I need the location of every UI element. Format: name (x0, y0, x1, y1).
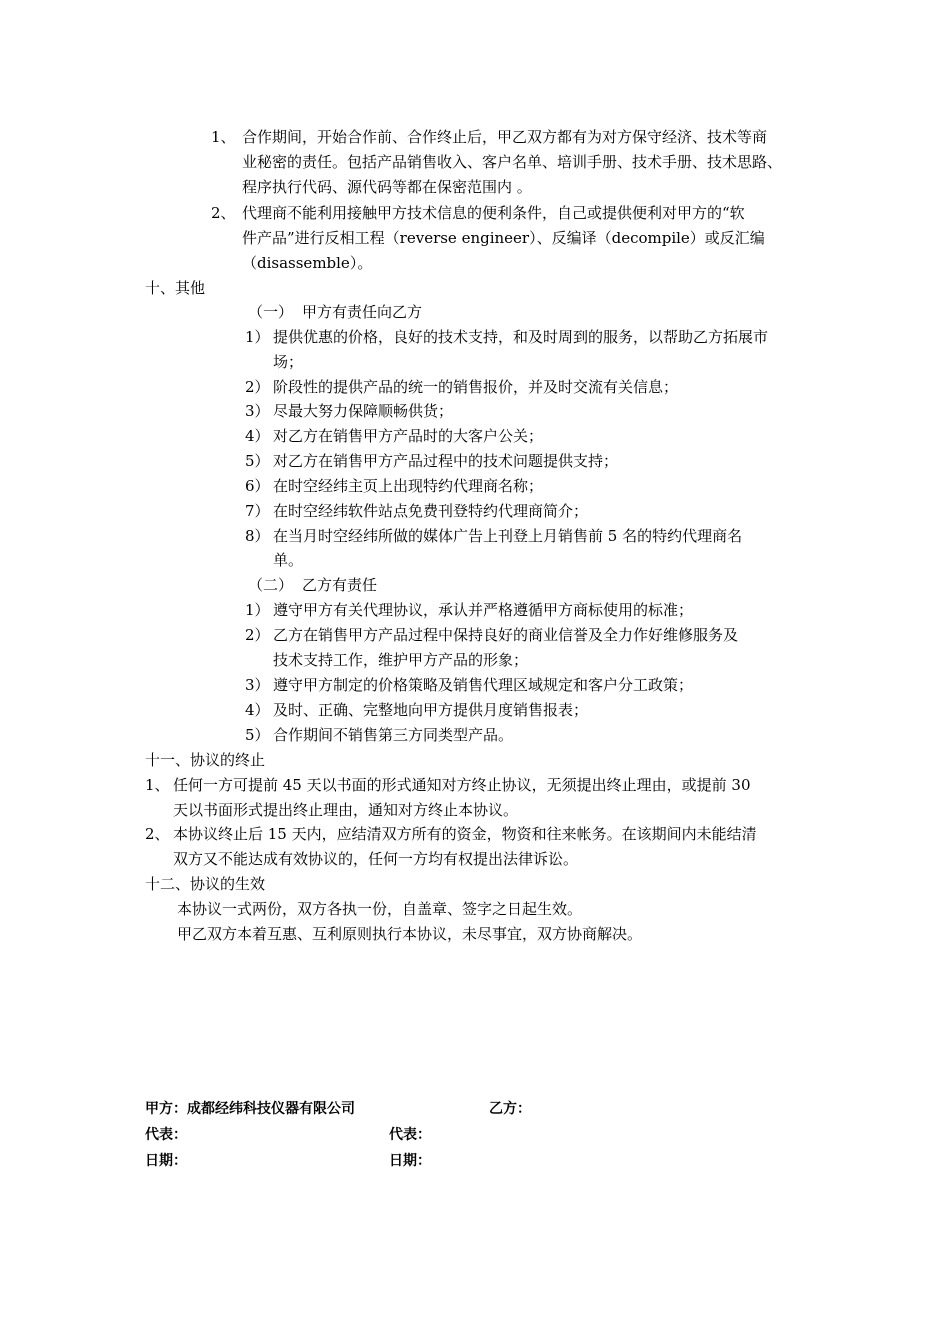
list-number: 3） (245, 676, 270, 694)
paragraph-line: 业秘密的责任。包括产品销售收入、客户名单、培训手册、技术手册、技术思路、 (242, 153, 783, 171)
paragraph-line: 程序执行代码、源代码等都在保密范围内 。 (242, 178, 532, 196)
paragraph-line: 在时空经纬软件站点免费刊登特约代理商简介； (273, 502, 589, 520)
paragraph-line: 乙方在销售甲方产品过程中保持良好的商业信誉及全力作好维修服务及 (273, 626, 739, 644)
paragraph-line: 合作期间，开始合作前、合作终止后，甲乙双方都有为对方保守经济、技术等商 (242, 128, 768, 146)
section-heading: 十二、协议的生效 (145, 875, 266, 893)
paragraph-line: 在当月时空经纬所做的媒体广告上刊登上月销售前 5 名的特约代理商名 (273, 527, 743, 545)
party-a-date: 日期： (145, 1153, 187, 1169)
list-number: 2） (245, 378, 270, 396)
paragraph-line: 双方又不能达成有效协议的，任何一方均有权提出法律诉讼。 (173, 850, 579, 868)
paragraph-line: 及时、正确、完整地向甲方提供月度销售报表； (273, 701, 589, 719)
section-heading: 十、其他 (145, 279, 206, 297)
party-a-representative: 代表： (145, 1127, 187, 1143)
subsection-label: （一） (248, 303, 294, 321)
subsection-label: （二） (248, 576, 294, 594)
section-heading: 十一、协议的终止 (145, 751, 266, 769)
subsection-title: 乙方有责任 (302, 576, 378, 594)
paragraph-line: 任何一方可提前 45 天以书面的形式通知对方终止协议，无须提出终止理由，或提前 30 (173, 776, 751, 794)
list-number: 1） (245, 328, 270, 346)
list-number: 6） (245, 477, 270, 495)
party-b-date: 日期： (389, 1153, 431, 1169)
list-number: 2） (245, 626, 270, 644)
paragraph-line: 尽最大努力保障顺畅供货； (273, 402, 454, 420)
paragraph-line: 本协议终止后 15 天内，应结清双方所有的资金，物资和往来帐务。在该期间内未能结清 (173, 825, 757, 843)
subsection-title: 甲方有责任向乙方 (302, 303, 423, 321)
paragraph-line: 代理商不能利用接触甲方技术信息的便利条件，自己或提供便利对甲方的“软 (242, 204, 745, 222)
list-number: 4） (245, 427, 270, 445)
party-b-name: 乙方： (489, 1101, 531, 1117)
paragraph-line: 阶段性的提供产品的统一的销售报价，并及时交流有关信息； (273, 378, 679, 396)
list-number: 1、 (145, 776, 170, 794)
paragraph-line: 遵守甲方有关代理协议，承认并严格遵循甲方商标使用的标准； (273, 601, 694, 619)
paragraph-line: （disassemble）。 (242, 254, 373, 272)
list-number: 2、 (145, 825, 170, 843)
list-number: 3） (245, 402, 270, 420)
paragraph-line: 天以书面形式提出终止理由，通知对方终止本协议。 (173, 801, 519, 819)
paragraph-line: 对乙方在销售甲方产品时的大客户公关； (273, 427, 544, 445)
paragraph-line: 对乙方在销售甲方产品过程中的技术问题提供支持； (273, 452, 619, 470)
paragraph-line: 遵守甲方制定的价格策略及销售代理区域规定和客户分工政策； (273, 676, 694, 694)
paragraph-line: 技术支持工作，维护甲方产品的形象； (273, 651, 529, 669)
list-number: 5） (245, 726, 270, 744)
paragraph: 本协议一式两份，双方各执一份，自盖章、签字之日起生效。 (177, 900, 583, 918)
list-number: 1） (245, 601, 270, 619)
paragraph-line: 在时空经纬主页上出现特约代理商名称； (273, 477, 544, 495)
party-b-representative: 代表： (389, 1127, 431, 1143)
paragraph-line: 件产品”进行反相工程（reverse engineer）、反编译（decompile）或反汇编 (242, 229, 765, 247)
paragraph-line: 单。 (273, 551, 304, 569)
paragraph-line: 合作期间不销售第三方同类型产品。 (273, 726, 514, 744)
party-a-name: 甲方：成都经纬科技仪器有限公司 (145, 1101, 355, 1117)
paragraph: 甲乙双方本着互惠、互利原则执行本协议，未尽事宜，双方协商解决。 (177, 925, 643, 943)
list-number: 8） (245, 527, 270, 545)
list-number: 7） (245, 502, 270, 520)
paragraph-line: 提供优惠的价格，良好的技术支持，和及时周到的服务，以帮助乙方拓展市 (273, 328, 769, 346)
list-number: 1、 (211, 128, 236, 146)
list-number: 4） (245, 701, 270, 719)
list-number: 2、 (211, 204, 236, 222)
paragraph-line: 场； (273, 353, 304, 371)
list-number: 5） (245, 452, 270, 470)
